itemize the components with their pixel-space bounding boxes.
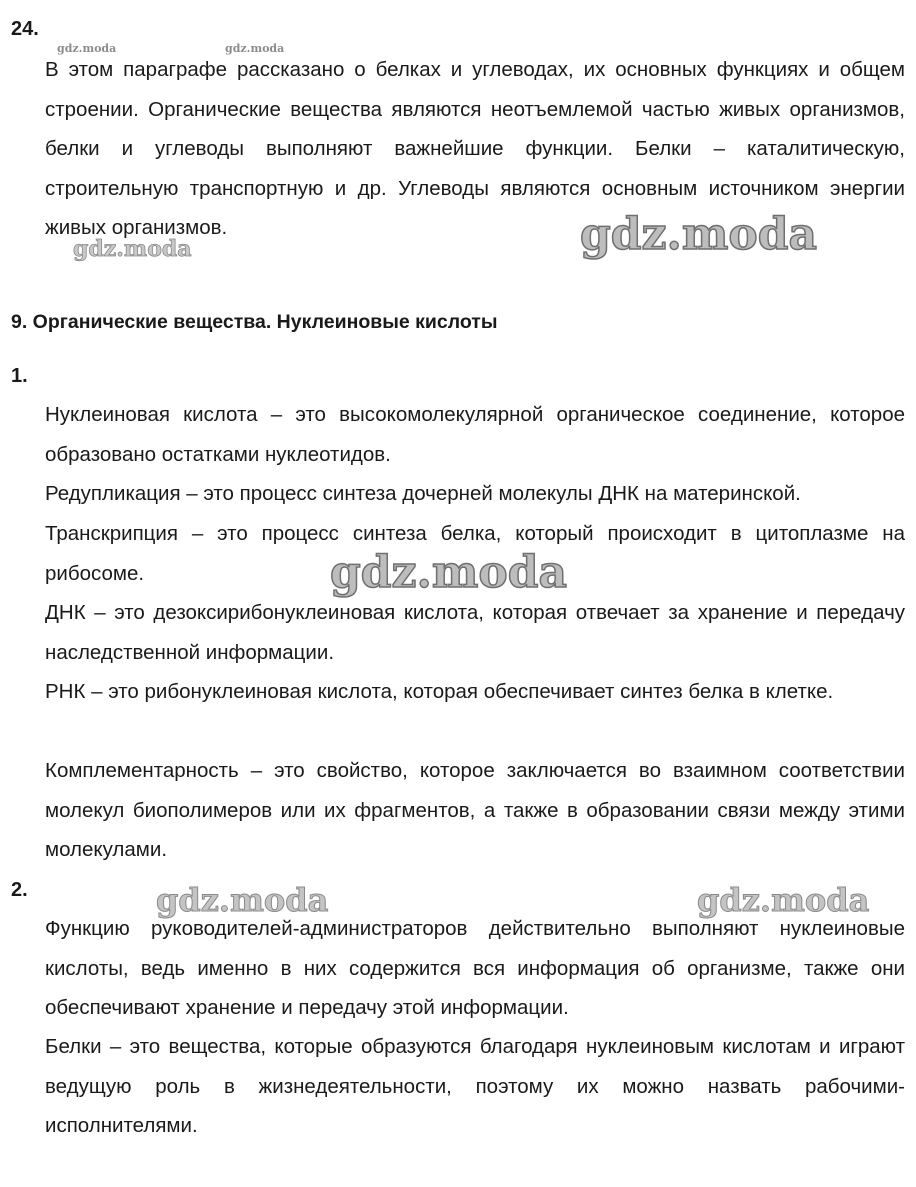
topic-heading: 9. Органические вещества. Нуклеиновые кислоты — [11, 311, 498, 333]
watermark-logo: gdz.moda — [697, 881, 870, 919]
task-number-24: 24. — [11, 18, 39, 40]
watermark-logo: gdz.moda — [57, 42, 117, 55]
watermark-logo: gdz.moda — [73, 236, 192, 262]
definition-dna: ДНК – это дезоксирибонуклеиновая кислота, которая отвечает за хранение и передачу наследственной информации. — [45, 601, 905, 664]
answer-2-paragraph-2: Белки – это вещества, которые образуются благодаря нуклеиновым кислотам и играют ведущую роль в жизнедеятельности, поэтому их можно назвать рабочими-исполнителями. — [45, 1035, 905, 1138]
definition-rna: РНК – это рибонуклеиновая кислота, которая обеспечивает синтез белка в клетке. — [45, 680, 834, 703]
answer-2-paragraph-1: Функцию руководителей-администраторов действительно выполняют нуклеиновые кислоты, ведь именно в них содержится вся информация об организме, также они обеспечивают хранение и передачу этой информации. — [45, 917, 905, 1020]
definition-complementarity: Комплементарность – это свойство, которое заключается во взаимном соответствии молекул биополимеров или их фрагментов, а также в образовании связи между этими молекулами. — [45, 759, 905, 862]
definition-replication: Редупликация – это процесс синтеза дочерней молекулы ДНК на материнской. — [45, 482, 801, 505]
definition-nucleic-acid: Нуклеиновая кислота – это высокомолекулярной органическое соединение, которое образовано остатками нуклеотидов. — [45, 403, 905, 466]
watermark-logo: gdz.moda — [330, 547, 568, 598]
question-number-1: 1. — [11, 365, 28, 387]
question-number-2: 2. — [11, 879, 28, 901]
definition-transcription: Транскрипция – это процесс синтеза белка, который происходит в цитоплазме на рибосоме. — [45, 522, 905, 585]
task-24-answer: В этом параграфе рассказано о белках и углеводах, их основных функциях и общем строении. Органические вещества являются неотъемлемой частью живых организмов, белки и углеводы выполняют важнейшие функции. Белки – каталитическую, строительную транспортную и др. Углеводы являются основным источником энергии живых организмов. — [45, 58, 905, 240]
watermark-logo: gdz.moda — [156, 881, 329, 919]
watermark-logo: gdz.moda — [580, 209, 818, 260]
watermark-logo: gdz.moda — [225, 42, 285, 55]
